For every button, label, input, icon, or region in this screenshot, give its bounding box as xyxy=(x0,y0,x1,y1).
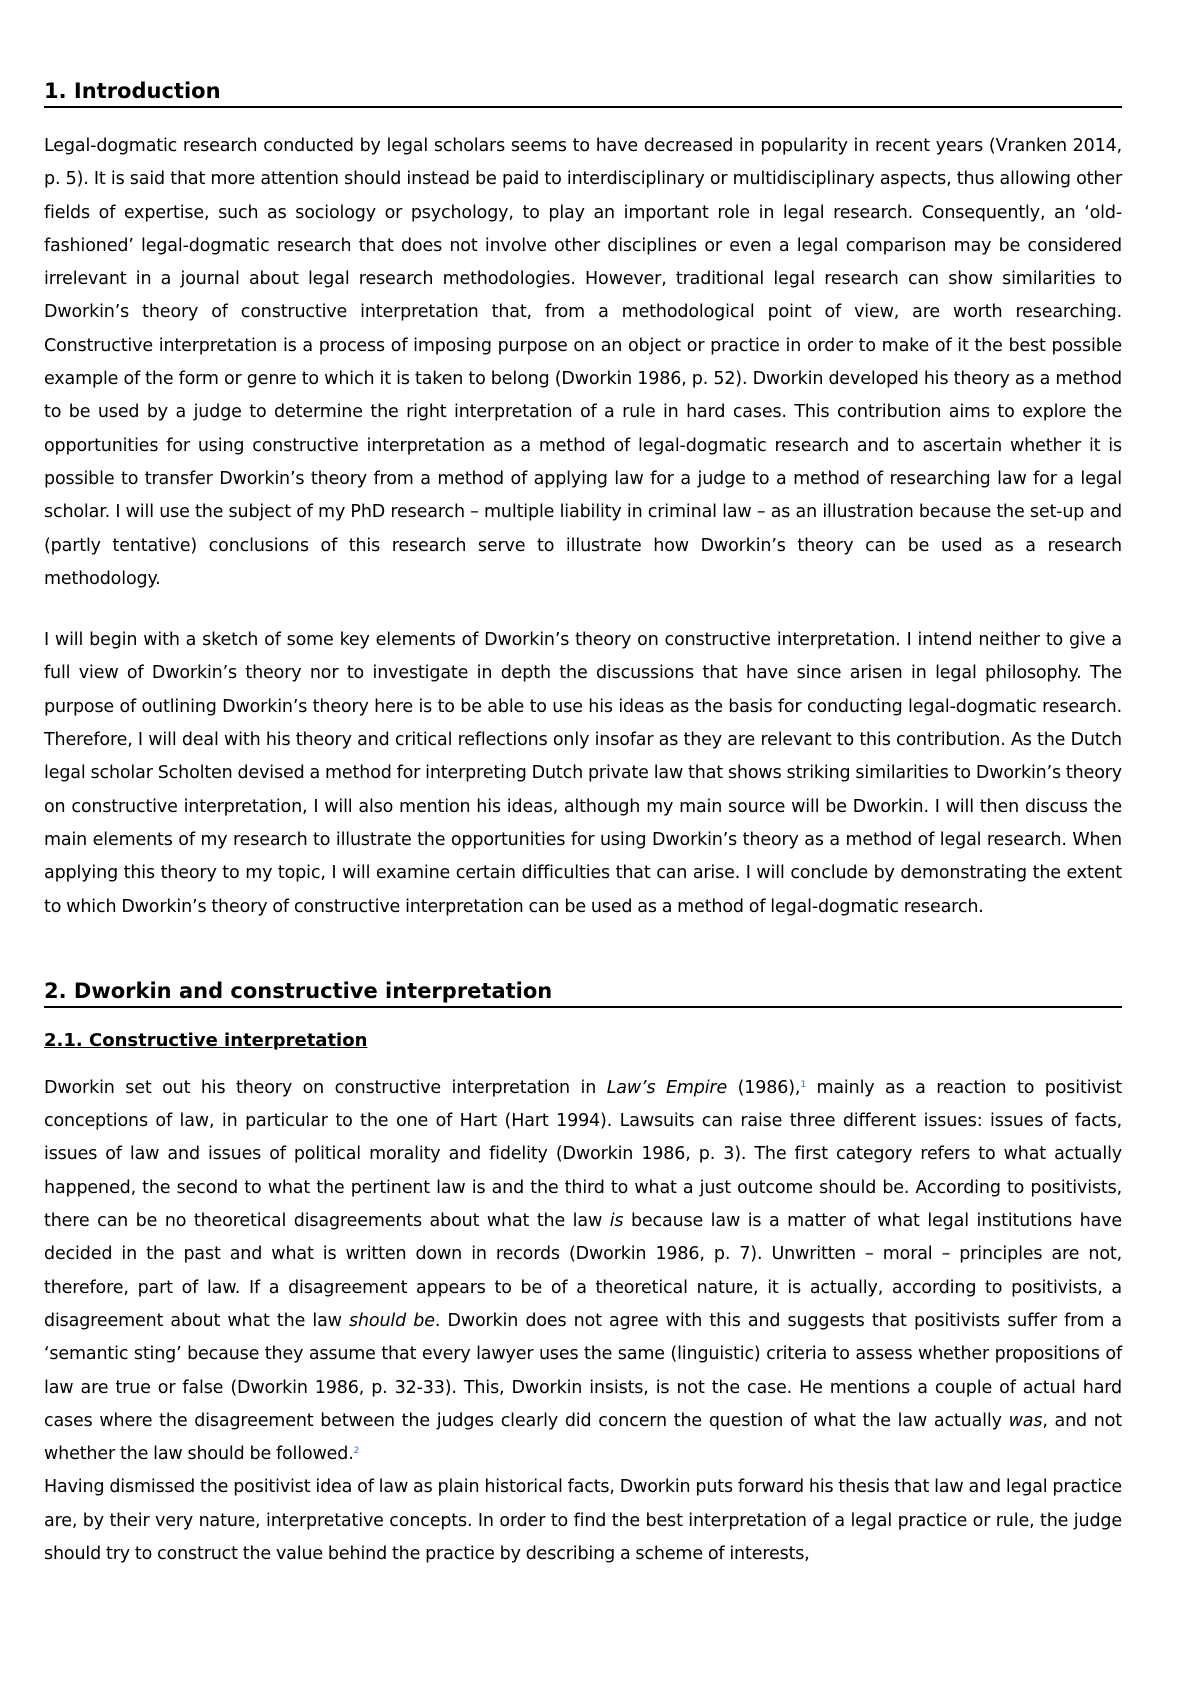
paragraph-text: , and not whether the law should be followed. xyxy=(44,1410,1122,1465)
emphasis: is xyxy=(609,1211,624,1232)
footnote-marker[interactable]: 2 xyxy=(353,1446,360,1457)
document-page xyxy=(44,78,1122,1571)
paragraph-text: because law is a matter of what legal institutions have decided in the past and what is written down in records (Dworkin 1986, p. 7). Unwritten – moral – principles are not, therefore, part of law. If a disagreement appears to be of a theoretical nature, it is actually, according to positivists, a disagreement about what the law xyxy=(44,1211,1122,1331)
emphasis: should be xyxy=(349,1310,435,1331)
section-heading-dworkin: 2. Dworkin and constructive interpretation xyxy=(44,978,1122,1008)
subsection-heading-constructive-interpretation: 2.1. Constructive interpretation xyxy=(44,1029,368,1051)
paragraph-text: Dworkin set out his theory on constructive interpretation in xyxy=(44,1077,607,1098)
paragraph: I will begin with a sketch of some key elements of Dworkin’s theory on constructive interpretation. I intend neither to give a full view of Dworkin’s theory nor to investigate in depth the discussions that have since arisen in legal philosophy. The purpose of outlining Dworkin’s theory here is to be able to use his ideas as the basis for conducting legal-dogmatic research. Therefore, I will deal with his theory and critical reflections only insofar as they are relevant to this contribution. As the Dutch legal scholar Scholten devised a method for interpreting Dutch private law that shows striking similarities to Dworkin’s theory on constructive interpretation, I will also mention his ideas, although my main source will be Dworkin. I will then discuss the main elements of my research to illustrate the opportunities for using Dworkin’s theory as a method of legal research. When applying this theory to my topic, I will examine certain difficulties that can arise. I will conclude by demonstrating the extent to which Dworkin’s theory of constructive interpretation can be used as a method of legal-dogmatic research. xyxy=(44,630,1122,917)
emphasis: was xyxy=(1008,1410,1043,1431)
paragraph: Having dismissed the positivist idea of law as plain historical facts, Dworkin puts forward his thesis that law and legal practice are, by their very nature, interpretative concepts. In order to find the best interpretation of a legal practice or rule, the judge should try to construct the value behind the practice by describing a scheme of interests, xyxy=(44,1477,1122,1564)
footnote-marker[interactable]: 1 xyxy=(800,1079,806,1090)
paragraph-text: (1986), xyxy=(727,1077,801,1098)
paragraph-text: . Dworkin does not agree with this and suggests that positivists suffer from a ‘semantic sting’ because they assume that every lawyer uses the same (linguistic) criteria to assess whether propositions of law are true or false (Dworkin 1986, p. 32-33). This, Dworkin insists, is not the case. He mentions a couple of actual hard cases where the disagreement between the judges clearly did concern the question of what the law actually xyxy=(44,1310,1122,1431)
paragraph-text: mainly as a reaction to positivist conceptions of law, in particular to the one of Hart (Hart 1994). Lawsuits can raise three different issues: issues of facts, issues of law and issues of political morality and fidelity (Dworkin 1986, p. 3). The first category refers to what actually happened, the second to what the pertinent law is and the third to what a just outcome should be. According to positivists, there can be no theoretical disagreements about what the law xyxy=(44,1077,1123,1232)
paragraph xyxy=(44,1072,1122,1472)
paragraph: Legal-dogmatic research conducted by legal scholars seems to have decreased in popularity in recent years (Vranken 2014, p. 5). It is said that more attention should instead be paid to interdisciplinary or multidisciplinary aspects, thus allowing other fields of expertise, such as sociology or psychology, to play an important role in legal research. Consequently, an ‘old-fashioned’ legal-dogmatic research that does not involve other disciplines or even a legal comparison may be considered irrelevant in a journal about legal research methodologies. However, traditional legal research can show similarities to Dworkin’s theory of constructive interpretation that, from a methodological point of view, are worth researching. Constructive interpretation is a process of imposing purpose on an object or practice in order to make of it the best possible example of the form or genre to which it is taken to belong (Dworkin 1986, p. 52). Dworkin developed his theory as a method to be used by a judge to determine the right interpretation of a rule in hard cases. This contribution aims to explore the opportunities for using constructive interpretation as a method of legal-dogmatic research and to ascertain whether it is possible to transfer Dworkin’s theory from a method of applying law for a judge to a method of researching law for a legal scholar. I will use the subject of my PhD research – multiple liability in criminal law – as an illustration because the set-up and (partly tentative) conclusions of this research serve to illustrate how Dworkin’s theory can be used as a research methodology. xyxy=(44,136,1122,589)
section-heading-introduction: 1. Introduction xyxy=(44,78,1122,108)
book-title: Law’s Empire xyxy=(606,1077,728,1098)
